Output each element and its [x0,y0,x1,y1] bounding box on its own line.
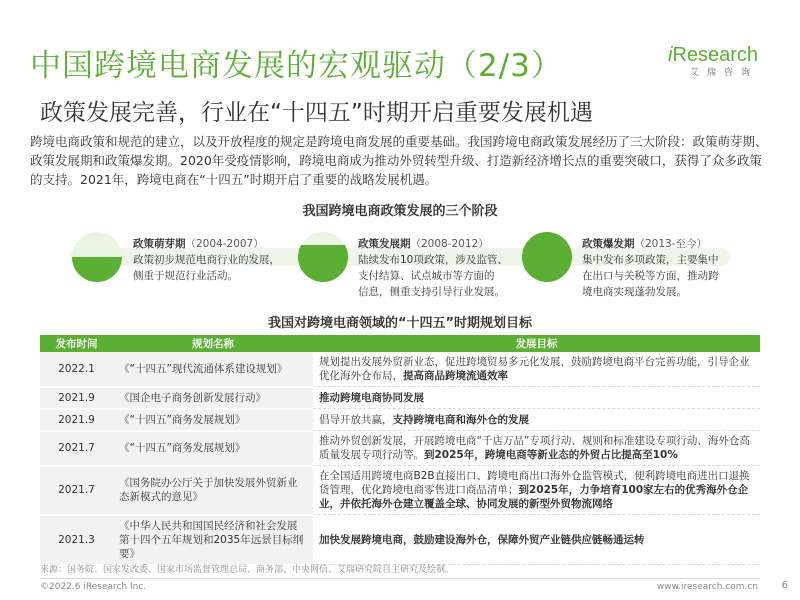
page-number: 6 [781,580,788,591]
copyright: ©2022.6 iResearch Inc. [40,582,147,592]
stage-3-period: （2013-至今） [634,238,708,250]
stage-2-desc-line2: 支付结算、试点城市等方面的 [358,270,495,282]
table-row [40,466,760,515]
stage-1-progress-circle [72,232,122,282]
table-row [40,409,760,431]
page-title: 中国跨境电商发展的宏观驱动（2/3） [30,48,563,84]
table-row [40,431,760,466]
source-note: 来源：国务院、国家发改委、国家市场监督管理总局、商务部、中央网信、艾瑞研究院自主研究及绘制。 [40,565,455,575]
stage-2-period: （2008-2012） [410,238,489,250]
row-goal: 在全国适用跨境电商B2B直接出口、跨境电商出口海外仓监管模式，便利跨境电商进出口退换货管理，优化跨境电商零售进口商品清单；到2025年，力争培育100家左右的优秀海外仓企业，并依托海外仓建立覆盖全球、协同发展的新型外贸物流网络 [313,466,760,515]
row-date: 2021.3 [40,515,113,565]
table-row [40,387,760,409]
header-plan-name: 规划名称 [113,335,313,352]
row-date: 2021.9 [40,409,113,431]
iresearch-logo [648,44,758,78]
page-subtitle: 政策发展完善，行业在“十四五”时期开启重要发展机遇 [40,100,593,126]
row-plan-name: 《“十四五”商务发展规划》 [113,409,313,431]
row-date: 2021.7 [40,431,113,466]
stage-3-name: 政策爆发期 [582,238,635,250]
stage-1-fill [72,257,122,282]
stage-1-period: （2004-2007） [185,238,264,250]
stage-3-text [582,236,719,300]
logo-wordmark: iResearch [667,44,758,66]
stage-2-name: 政策发展期 [358,238,411,250]
stage-1-text [133,236,280,284]
stage-3-desc-line1: 集中发布多项政策，主要集中 [582,254,719,266]
stage-2-desc-line3: 信息，侧重支持引导行业发展。 [358,286,505,298]
table-row [40,515,760,565]
row-plan-name: 《国务院办公厅关于加快发展外贸新业态新模式的意见》 [113,466,313,515]
website-link[interactable]: www.iresearch.com.cn [656,582,758,592]
row-date: 2021.9 [40,387,113,409]
stage-2-progress-circle [298,232,348,282]
stage-2-desc-line1: 陆续发布10项政策，涉及监管、 [358,254,508,266]
row-plan-name: 《“十四五”商务发展规划》 [113,431,313,466]
stage-1-name: 政策萌芽期 [133,238,186,250]
row-goal: 推动跨境电商协同发展 [313,387,760,409]
stages-section-title: 我国跨境电商政策发展的三个阶段 [302,204,498,219]
row-plan-name: 《国企电子商务创新发展行动》 [113,387,313,409]
row-goal: 推动外贸创新发展，开展跨境电商“千店万品”专项行动、规则和标准建设专项行动、海外仓高质量发展专项行动等。到2025年，跨境电商等新业态的外贸占比提高至10% [313,431,760,466]
row-date: 2022.1 [40,352,113,387]
row-goal: 倡导开放共赢，支持跨境电商和海外仓的发展 [313,409,760,431]
row-plan-name: 《“十四五”现代流通体系建设规划》 [113,352,313,387]
row-plan-name: 《中华人民共和国国民经济和社会发展第十四个五年规划和2035年远景目标纲要》 [113,515,313,565]
table-row [40,352,760,387]
stage-1-desc-line1: 政策初步规范电商行业的发展， [133,254,280,266]
plans-table [40,335,760,566]
stage-3-desc-line3: 境电商实现蓬勃发展。 [582,286,687,298]
table-header-row [40,335,760,352]
footer-divider [40,578,760,579]
stage-2-text [358,236,508,300]
stage-3-desc-line2: 在出口与关税等方面，推动跨 [582,270,719,282]
stage-3-fill [522,232,572,282]
header-goal: 发展目标 [313,335,760,352]
header-date: 发布时间 [40,335,113,352]
row-goal: 加快发展跨境电商，鼓励建设海外仓，保障外贸产业链供应链畅通运转 [313,515,760,565]
stage-1-desc-line2: 侧重于规范行业活动。 [133,270,238,282]
logo-chinese: 艾瑞咨询 [689,68,758,78]
row-date: 2021.7 [40,466,113,515]
plans-section-title: 我国对跨境电商领域的“十四五”时期规划目标 [267,316,533,331]
stage-2-fill [298,245,348,283]
stage-3-progress-circle [522,232,572,282]
intro-paragraph: 跨境电商政策和规范的建立，以及开放程度的规定是跨境电商发展的重要基础。我国跨境电商政策发展经历了三大阶段：政策萌芽期、政策发展期和政策爆发期。2020年受疫情影响，跨境电商成为推动外贸转型升级、打造新经济增长点的重要突破口，获得了众多政策的支持。2021年，跨境电商在“十四五”时期开启了重要的战略发展机遇。 [30,134,768,187]
row-goal: 规划提出发展外贸新业态，促进跨境贸易多元化发展，鼓励跨境电商平台完善功能，引导企业优化海外仓布局，提高商品跨境流通效率 [313,352,760,387]
